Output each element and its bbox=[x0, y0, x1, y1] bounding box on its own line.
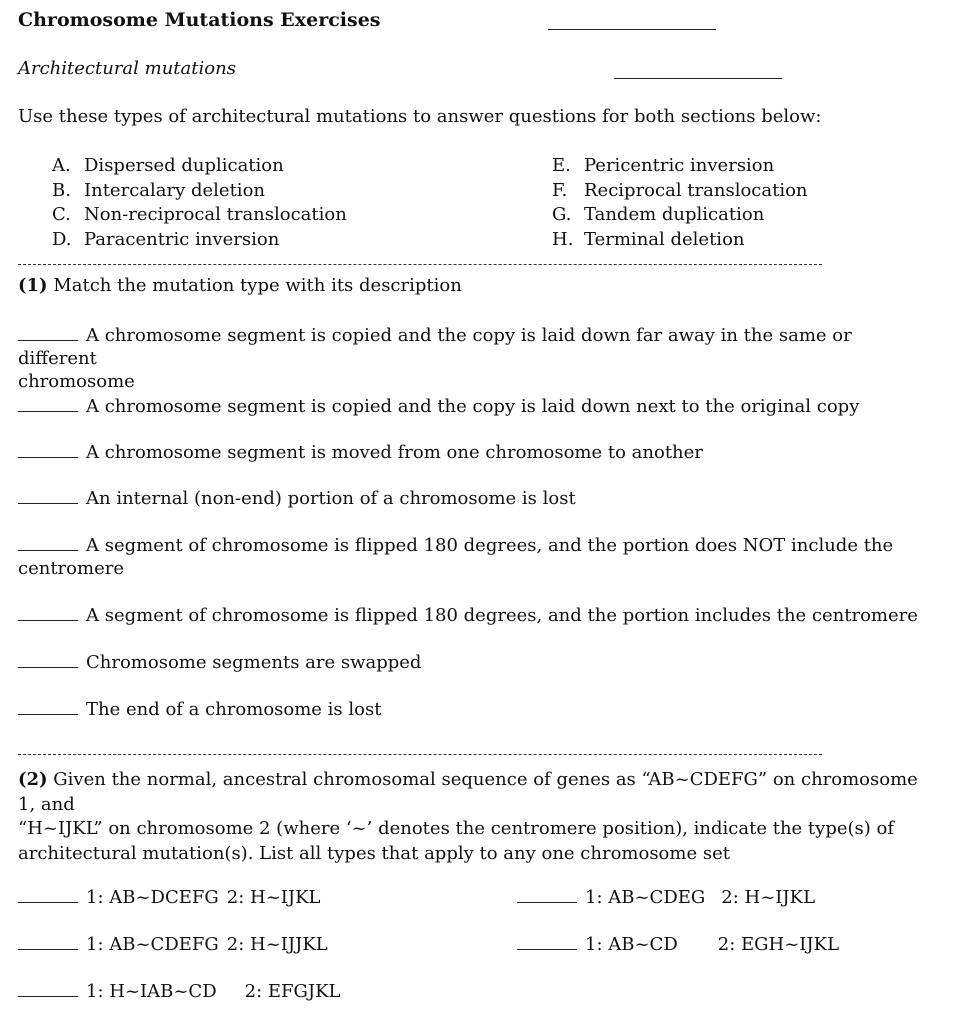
mutation-type: C. Non-reciprocal translocation bbox=[52, 204, 347, 225]
match-item: A chromosome segment is copied and the copy is laid down far away in the same or different chromosome bbox=[18, 325, 852, 392]
mutation-type: A. Dispersed duplication bbox=[52, 155, 284, 176]
section1-title: Match the mutation type with its description bbox=[53, 275, 462, 296]
match-item: A segment of chromosome is flipped 180 degrees, and the portion includes the centromere bbox=[18, 604, 918, 627]
answer-blank[interactable] bbox=[18, 397, 78, 412]
section-divider bbox=[18, 264, 822, 265]
answer-blank[interactable] bbox=[18, 982, 78, 997]
answer-blank[interactable] bbox=[18, 326, 78, 341]
answer-row: 1: AB~CDEFG 2: H~IJJKL bbox=[18, 934, 328, 955]
mutation-type: B. Intercalary deletion bbox=[52, 179, 265, 201]
answer-blank[interactable] bbox=[18, 489, 78, 504]
instructions: Use these types of architectural mutations to answer questions for both sections below: bbox=[18, 106, 822, 127]
match-item: An internal (non-end) portion of a chromosome is lost bbox=[18, 487, 918, 510]
answer-row: 1: AB~DCEFG 2: H~IJKL bbox=[18, 887, 321, 908]
match-item: Chromosome segments are swapped bbox=[18, 651, 918, 674]
answer-row: 1: AB~CDEG 2: H~IJKL bbox=[517, 887, 815, 908]
match-item: The end of a chromosome is lost bbox=[18, 698, 918, 721]
answer-blank[interactable] bbox=[18, 606, 78, 621]
answer-blank[interactable] bbox=[517, 935, 577, 950]
answer-row: 1: AB~CD 2: EGH~IJKL bbox=[517, 934, 839, 955]
answer-blank[interactable] bbox=[18, 700, 78, 715]
answer-blank[interactable] bbox=[18, 536, 78, 551]
answer-blank[interactable] bbox=[18, 935, 78, 950]
mutation-types-left bbox=[52, 154, 347, 252]
match-item: A chromosome segment is copied and the copy is laid down next to the original copy bbox=[18, 395, 918, 418]
date-blank-line[interactable] bbox=[614, 78, 782, 79]
page-title: Chromosome Mutations Exercises bbox=[18, 9, 381, 31]
mutation-type: H. Terminal deletion bbox=[552, 228, 745, 250]
answer-blank[interactable] bbox=[18, 888, 78, 903]
answer-blank[interactable] bbox=[18, 653, 78, 668]
answer-blank[interactable] bbox=[517, 888, 577, 903]
section1-heading bbox=[18, 275, 462, 296]
section1-number: (1) bbox=[18, 275, 48, 296]
page-subtitle: Architectural mutations bbox=[18, 58, 236, 79]
section2-number: (2) bbox=[18, 769, 48, 790]
mutation-type: E. Pericentric inversion bbox=[552, 155, 775, 176]
answer-row: 1: H~IAB~CD 2: EFGJKL bbox=[18, 981, 341, 1002]
mutation-type: G. Tandem duplication bbox=[552, 204, 765, 225]
name-blank-line[interactable] bbox=[548, 29, 716, 30]
section-divider bbox=[18, 754, 822, 755]
match-item: A segment of chromosome is flipped 180 degrees, and the portion does NOT include the centromere bbox=[18, 535, 894, 579]
mutation-type: D. Paracentric inversion bbox=[52, 228, 280, 250]
mutation-types-right bbox=[552, 154, 808, 252]
answer-blank[interactable] bbox=[18, 443, 78, 458]
mutation-type: F. Reciprocal translocation bbox=[552, 179, 808, 201]
section2-prompt: (2) Given the normal, ancestral chromosomal sequence of genes as “AB~CDEFG” on chromosome 1, and “H~IJKL” on chromosome 2 (where ‘~’ denotes the centromere position), indicate the type(s) of architectural mutation(s). List all types that apply to any one chromosome set bbox=[18, 769, 918, 864]
match-item: A chromosome segment is moved from one chromosome to another bbox=[18, 441, 918, 464]
